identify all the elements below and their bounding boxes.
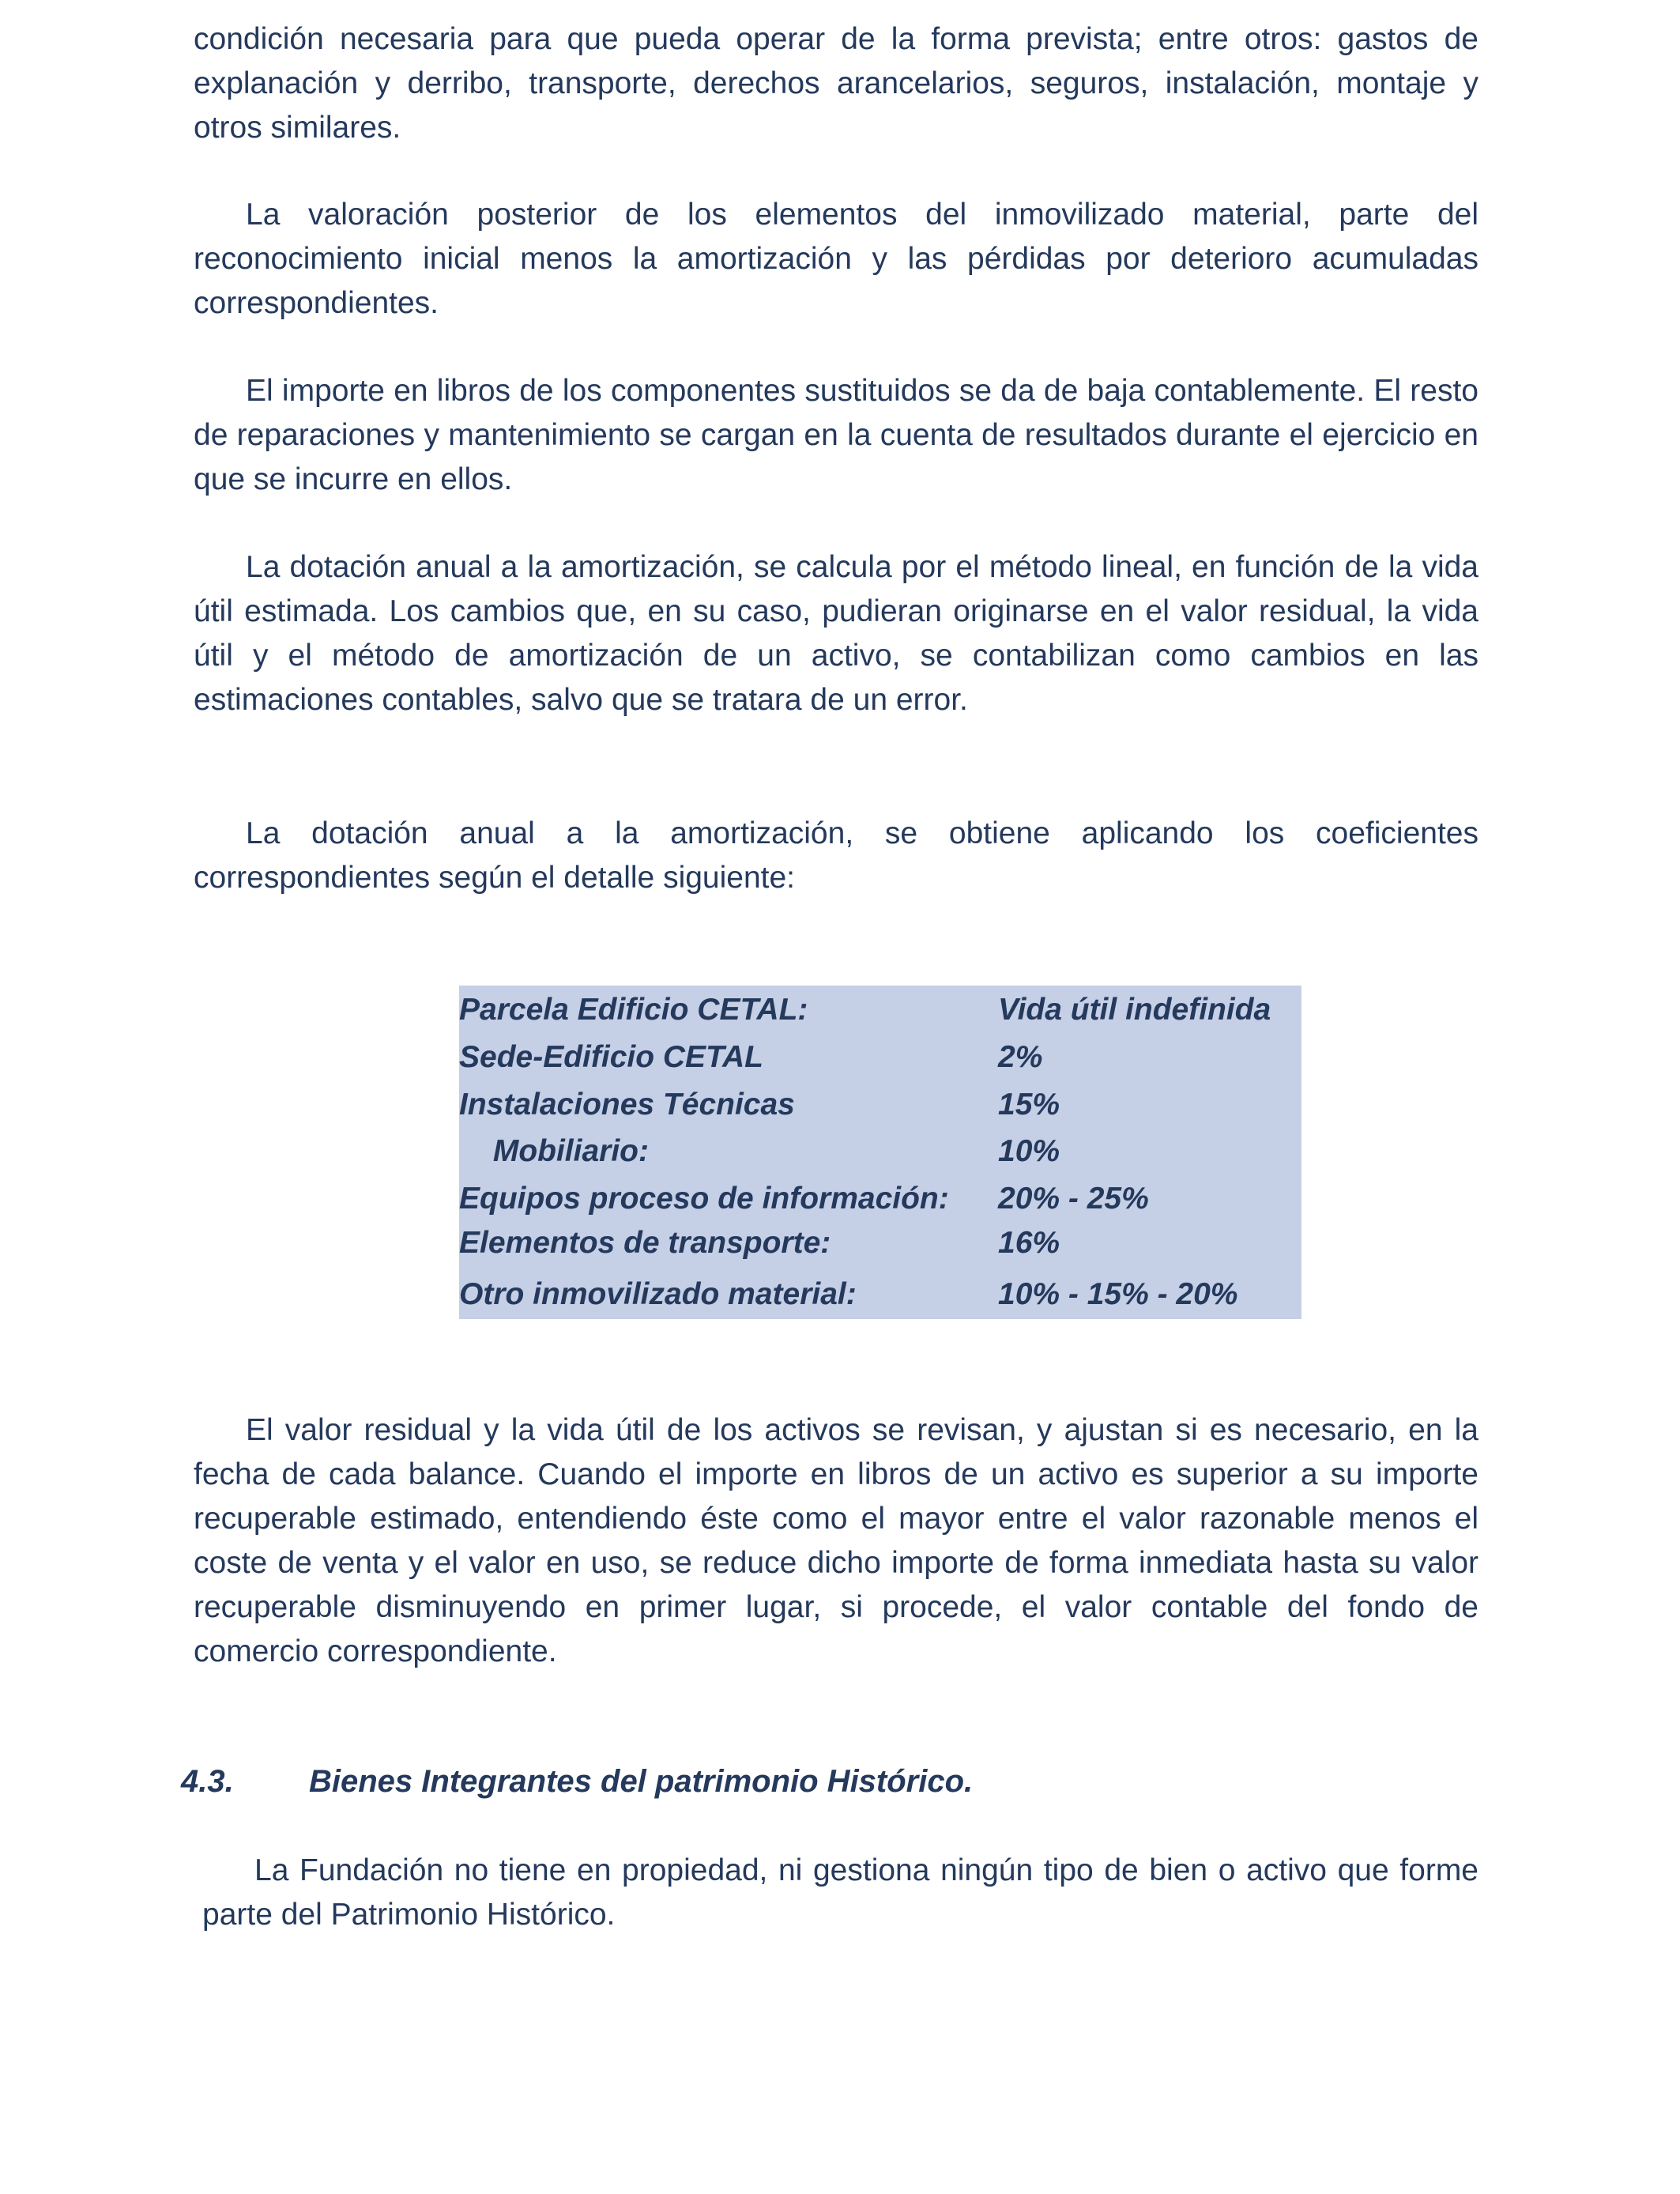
row-label: Otro inmovilizado material: [459,1277,857,1311]
row-value: 10% [998,1134,1060,1168]
row-value: 10% - 15% - 20% [998,1277,1238,1311]
section-number: 4.3. [181,1764,234,1799]
table-row [459,987,1301,1033]
row-value: 16% [998,1226,1060,1260]
row-label: Equipos proceso de información: [459,1182,949,1216]
row-label: Parcela Edificio CETAL: [459,993,808,1027]
row-value: 20% - 25% [998,1182,1149,1216]
table-row [459,1082,1301,1128]
table-row [459,1272,1301,1318]
row-label: Elementos de transporte: [459,1226,831,1260]
row-label: Sede-Edificio CETAL [459,1040,763,1074]
table-row [459,1035,1301,1080]
paragraph-linear-method: La dotación anual a la amortización, se calcula por el método lineal, en función de la vida útil estimada. Los cambios que, en su caso, pudieran originarse en el valor residual, la vida útil y el método de amortización de un activo, se contabilizan como cambios en las estimaciones contables, salvo que se tratara de un error. [194,550,1478,717]
row-value: Vida útil indefinida [998,993,1271,1027]
row-label: Instalaciones Técnicas [459,1088,795,1122]
depreciation-coefficients-table [459,986,1301,1319]
paragraph-subsequent-valuation: La valoración posterior de los elementos del inmovilizado material, parte del reconocimiento inicial menos la amortización y las pérdidas por deterioro acumuladas correspondientes. [194,198,1478,320]
paragraph-residual-value: El valor residual y la vida útil de los activos se revisan, y ajustan si es necesario, en la fecha de cada balance. Cuando el importe en libros de un activo es superior a su importe recuperable estimado, entendiendo éste como el mayor entre el valor razonable menos el coste de venta y el valor en uso, se reduce dicho importe de forma inmediata hasta su valor recuperable disminuyendo en primer lugar, si procede, el valor contable del fondo de comercio correspondiente. [194,1413,1478,1668]
row-label: Mobiliario: [492,1134,649,1168]
paragraph-coefficients-intro: La dotación anual a la amortización, se obtiene aplicando los coeficientes correspondientes según el detalle siguiente: [194,816,1478,895]
table-row [459,1129,1301,1174]
paragraph-replaced-components: El importe en libros de los componentes sustituidos se da de baja contablemente. El resto de reparaciones y mantenimiento se cargan en la cuenta de resultados durante el ejercicio en que se incurre en ellos. [194,374,1478,496]
table-row [459,1176,1301,1222]
paragraph-historic-heritage: La Fundación no tiene en propiedad, ni gestiona ningún tipo de bien o activo que forme parte del Patrimonio Histórico. [202,1853,1478,1932]
section-title: Bienes Integrantes del patrimonio Histórico. [309,1764,974,1799]
paragraph-acquisition-costs: condición necesaria para que pueda operar de la forma prevista; entre otros: gastos de explanación y derribo, transporte, derechos arancelarios, seguros, instalación, montaje y otros similares. [194,22,1478,145]
row-value: 15% [998,1088,1060,1122]
table-row [459,1220,1301,1266]
row-value: 2% [998,1040,1043,1074]
